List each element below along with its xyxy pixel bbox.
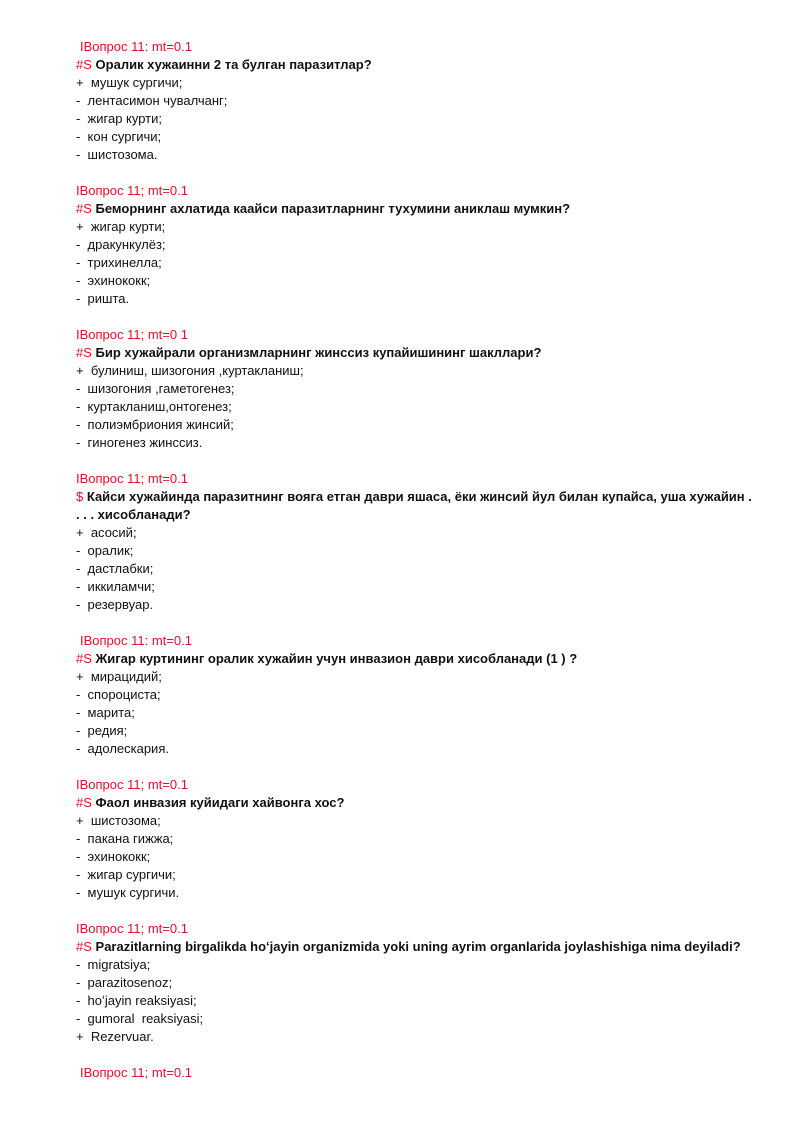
question-block (76, 470, 756, 614)
answer-option: - лентасимон чувалчанг; (76, 93, 228, 108)
answer-option: - шизогония ,гаметогенез; (76, 381, 235, 396)
answer-option: - жигар курти; (76, 111, 162, 126)
answer-option: - шистозома. (76, 147, 158, 162)
question-label: Фаол инвазия куйидаги хайвонга хос? (95, 795, 345, 810)
question-label: Кайси хужайинда паразитнинг вояга етган даври яшаса, ёки жинсий йул билан купайса, уша хужайин . . . . хисобланади? (76, 489, 752, 522)
answer-option: - иккиламчи; (76, 579, 155, 594)
question-block (76, 776, 756, 902)
answer-option: - дракункулёз; (76, 237, 166, 252)
question-header: IВопрос 11; mt=0.1 (76, 777, 188, 792)
answer-option: + асосий; (76, 525, 137, 540)
question-mark: #S (76, 795, 92, 810)
question-label: Оралик хужаинни 2 та булган паразитлар? (95, 57, 372, 72)
question-text (76, 650, 756, 668)
answer-option: + Rezervuar. (76, 1029, 154, 1044)
answer-option: - марита; (76, 705, 135, 720)
question-block (76, 1064, 756, 1082)
question-block (76, 632, 756, 758)
answer-option: - эхинококк; (76, 273, 151, 288)
answer-option: - hoʻjayin reaksiyasi; (76, 993, 197, 1008)
answer-option: - жигар сургичи; (76, 867, 176, 882)
answer-option: - трихинелла; (76, 255, 162, 270)
question-label: Parazitlarning birgalikda hoʻjayin organizmida yoki uning ayrim organlarida joylashishiga nima deyiladi? (95, 939, 741, 954)
question-text (76, 344, 756, 362)
answer-option: - редия; (76, 723, 128, 738)
question-header: IВопрос 11; mt=0.1 (76, 471, 188, 486)
question-block (76, 920, 756, 1046)
question-header: IВопрос 11: mt=0.1 (80, 633, 192, 648)
answer-option: - полиэмбриония жинсий; (76, 417, 234, 432)
question-mark: #S (76, 201, 92, 216)
answer-option: - куртакланиш,онтогенез; (76, 399, 232, 414)
answer-option: - кон сургичи; (76, 129, 162, 144)
answer-option: - спороциста; (76, 687, 161, 702)
answer-option: + шистозома; (76, 813, 161, 828)
answer-option: + булиниш, шизогония ,куртакланиш; (76, 363, 304, 378)
question-text (76, 794, 756, 812)
question-header: IВопрос 11; mt=0.1 (76, 921, 188, 936)
question-text (76, 938, 756, 956)
answer-option: + мушук сургичи; (76, 75, 183, 90)
question-text (76, 200, 756, 218)
question-list (76, 38, 756, 1100)
question-label: Бир хужайрали организмларнинг жинссиз купайишининг шакллари? (95, 345, 542, 360)
answer-option: - gumoral reaksiyasi; (76, 1011, 204, 1026)
question-block (76, 38, 756, 164)
answer-option: - мушук сургичи. (76, 885, 180, 900)
question-text (76, 56, 756, 74)
question-block (76, 326, 756, 452)
question-label: Беморнинг ахлатида каайси паразитларнинг тухумини аниклаш мумкин? (95, 201, 571, 216)
answer-option: - гиногенез жинссиз. (76, 435, 203, 450)
answer-option: - migratsiya; (76, 957, 151, 972)
question-mark: #S (76, 57, 92, 72)
question-mark: #S (76, 651, 92, 666)
answer-option: - дастлабки; (76, 561, 154, 576)
question-label: Жигар куртининг оралик хужайин учун инвазион даври хисобланади (1 ) ? (95, 651, 578, 666)
answer-option: - пакана гижжа; (76, 831, 174, 846)
answer-option: - ришта. (76, 291, 130, 306)
question-block (76, 182, 756, 308)
question-header: IВопрос 11; mt=0.1 (80, 1065, 192, 1080)
answer-option: + жигар курти; (76, 219, 166, 234)
question-header: IВопрос 11; mt=0 1 (76, 327, 188, 342)
answer-option: - эхинококк; (76, 849, 151, 864)
answer-option: - parazitosenoz; (76, 975, 173, 990)
answer-option: - адолескария. (76, 741, 169, 756)
question-mark: $ (76, 489, 84, 504)
answer-option: - резервуар. (76, 597, 154, 612)
answer-option: - оралик; (76, 543, 134, 558)
question-header: IВопрос 11: mt=0.1 (80, 39, 192, 54)
question-mark: #S (76, 939, 92, 954)
question-header: IВопрос 11; mt=0.1 (76, 183, 188, 198)
question-text (76, 488, 756, 524)
answer-option: + мирацидий; (76, 669, 162, 684)
question-mark: #S (76, 345, 92, 360)
